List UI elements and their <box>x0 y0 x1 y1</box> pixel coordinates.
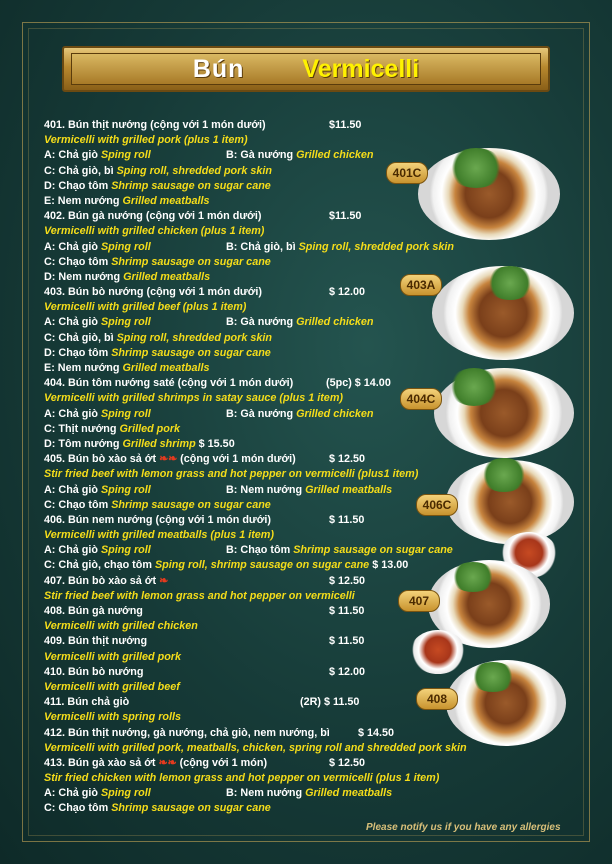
menu-item <box>44 376 544 391</box>
chili-icon: ❧ <box>159 574 169 587</box>
option-en: Grilled chicken <box>296 149 374 162</box>
item-name-en: Vermicelli with grilled pork, meatballs, chicken, spring roll and shredded pork skin <box>44 741 467 754</box>
menu-item <box>44 604 544 619</box>
option-vn: A: Chả giò <box>44 544 98 557</box>
option-vn: A: Chả giò <box>44 787 98 800</box>
option-vn: C: Chạo tôm <box>44 802 109 815</box>
option-vn: C: Chả giò, chạo tôm <box>44 559 152 572</box>
item-name-vn: 401. Bún thịt nướng (cộng với 1 món dưới) <box>44 119 266 131</box>
option-vn: A: Chả giò <box>44 407 98 420</box>
menu-item <box>44 695 544 710</box>
option-en: Shrimp sausage on sugar cane <box>111 498 271 511</box>
item-name-vn: 404. Bún tôm nướng saté (cộng với 1 món dưới) <box>44 377 294 390</box>
photo-tag-407: 407 <box>398 590 440 612</box>
option-en: Shrimp sausage on sugar cane <box>111 255 271 268</box>
item-name-en: Vermicelli with spring rolls <box>44 711 181 724</box>
option-price: $ 13.00 <box>372 559 409 572</box>
option-en: Sping roll, shredded pork skin <box>116 164 272 177</box>
option-vn: D: Nem nướng <box>44 270 121 283</box>
option-en: Sping roll <box>100 240 151 253</box>
option-en: Shrimp sausage on sugar cane <box>293 544 453 557</box>
option-vn: B: Gà nướng <box>226 316 294 329</box>
item-price: $ 12.00 <box>329 286 366 299</box>
option-vn: B: Gà nướng <box>226 149 294 162</box>
option-en: Grilled meatballs <box>305 483 393 496</box>
item-name-vn-suffix: (cộng với 1 món dưới) <box>180 453 296 466</box>
option-en: Grilled shrimp <box>122 437 196 450</box>
menu-item <box>44 209 544 224</box>
option-vn: E: Nem nướng <box>44 362 120 374</box>
allergy-note: Please notify us if you have any allergies <box>366 822 561 833</box>
item-price: $ 12.00 <box>329 665 366 678</box>
option-vn: C: Chạo tôm <box>44 255 109 268</box>
option-vn: C: Chạo tôm <box>44 498 109 511</box>
item-name-en: Vermicelli with grilled beef (plus 1 item) <box>44 301 247 314</box>
chili-icon: ❧❧ <box>158 756 177 769</box>
item-price: $ 12.50 <box>329 756 366 769</box>
item-price: $ 12.50 <box>329 453 366 466</box>
option-vn: D: Chạo tôm <box>44 346 109 359</box>
option-vn: B: Nem nướng <box>226 787 303 800</box>
item-price: $ 11.50 <box>329 635 365 648</box>
option-vn: A: Chả giò <box>44 483 98 496</box>
option-vn: A: Chả giò <box>44 240 98 253</box>
menu-item <box>44 574 544 589</box>
item-name-vn: 402. Bún gà nướng (cộng với 1 món dưới) <box>44 210 262 223</box>
item-price: $11.50 <box>329 119 362 131</box>
section-banner <box>62 46 550 92</box>
option-price: $ 15.50 <box>198 437 235 450</box>
photo-tag-406c: 406C <box>416 494 458 516</box>
menu-item <box>44 756 544 771</box>
option-en: Grilled chicken <box>296 316 374 329</box>
option-en: Grilled meatballs <box>123 270 211 283</box>
photo-tag-401c: 401C <box>386 162 428 184</box>
option-en: Sping roll, shredded pork skin <box>116 331 272 344</box>
item-name-en: Stir fried chicken with lemon grass and hot pepper on vermicelli (plus 1 item) <box>44 772 440 785</box>
item-price: $ 12.50 <box>329 574 366 587</box>
item-name-vn: 403. Bún bò nướng (cộng với 1 món dưới) <box>44 286 263 299</box>
item-price: (2R) $ 11.50 <box>300 696 360 709</box>
option-vn: A: Chả giò <box>44 316 98 329</box>
menu-item <box>44 285 544 300</box>
option-en: Sping roll <box>100 483 151 496</box>
option-en: Shrimp sausage on sugar cane <box>111 802 271 815</box>
option-en: Sping roll <box>100 149 151 162</box>
option-en: Sping roll <box>100 407 151 420</box>
option-en: Grilled pork <box>119 422 181 435</box>
option-vn: B: Gà nướng <box>226 407 294 420</box>
item-name-en: Vermicelli with grilled chicken (plus 1 item) <box>44 225 265 238</box>
section-title-vn: Bún <box>192 54 245 83</box>
item-price: $ 14.50 <box>358 726 395 739</box>
item-name-en: Vermicelli with grilled pork (plus 1 item) <box>44 134 248 147</box>
item-name-en: Vermicelli with grilled beef <box>44 680 180 693</box>
item-name-en: Vermicelli with grilled pork <box>44 650 181 663</box>
item-name-en: Vermicelli with grilled meatballs (plus 1 item) <box>44 529 274 542</box>
item-name-vn: 409. Bún thịt nướng <box>44 635 148 648</box>
option-vn: B: Nem nướng <box>226 483 303 496</box>
item-price: $ 11.50 <box>329 513 365 526</box>
menu-item <box>44 118 544 133</box>
option-en: Sping roll, shredded pork skin <box>298 240 454 253</box>
item-name-vn: 408. Bún gà nướng <box>44 605 143 617</box>
item-price: $ 11.50 <box>329 605 365 617</box>
item-name-vn: 413. Bún gà xào sả ớt <box>44 756 156 769</box>
item-name-en: Stir fried beef with lemon grass and hot pepper on vermicelli (plus1 item) <box>44 468 419 481</box>
item-name-en: Vermicelli with grilled shrimps in satay sauce (plus 1 item) <box>44 392 344 405</box>
option-vn: B: Chạo tôm <box>226 544 291 557</box>
item-name-vn: 411. Bún chả giò <box>44 696 130 709</box>
photo-tag-403a: 403A <box>400 274 442 296</box>
photo-tag-408: 408 <box>416 688 458 710</box>
item-price: (5pc) $ 14.00 <box>326 377 391 390</box>
option-vn: C: Chả giò, bì <box>44 164 114 177</box>
option-en: Sping roll <box>100 544 151 557</box>
option-vn: D: Tôm nướng <box>44 437 120 450</box>
item-name-vn: 406. Bún nem nướng (cộng với 1 món dưới) <box>44 513 272 526</box>
item-name-vn: 407. Bún bò xào sả ớt <box>44 574 157 587</box>
option-vn: A: Chả giò <box>44 149 98 162</box>
item-name-vn-suffix: (cộng với 1 món) <box>179 756 268 769</box>
chili-icon: ❧❧ <box>159 453 178 466</box>
menu-list <box>44 118 544 817</box>
option-en: Sping roll <box>100 787 151 800</box>
item-name-vn: 412. Bún thịt nướng, gà nướng, chả giò, nem nướng, bì <box>44 726 330 739</box>
option-en: Grilled meatballs <box>122 194 210 207</box>
option-en: Grilled meatballs <box>122 362 210 374</box>
menu-item <box>44 726 544 741</box>
item-name-en: Stir fried beef with lemon grass and hot pepper on vermicelli <box>44 589 355 602</box>
menu-item <box>44 452 544 467</box>
item-name-vn: 410. Bún bò nướng <box>44 665 144 678</box>
option-vn: B: Chả giò, bì <box>226 240 296 253</box>
option-en: Grilled chicken <box>296 407 374 420</box>
option-en: Shrimp sausage on sugar cane <box>111 346 271 359</box>
option-vn: C: Chả giò, bì <box>44 331 114 344</box>
menu-item <box>44 665 544 680</box>
item-name-en: Vermicelli with grilled chicken <box>44 620 198 633</box>
item-price: $11.50 <box>329 210 362 223</box>
option-en: Sping roll <box>100 316 151 329</box>
menu-item <box>44 513 544 528</box>
option-en: Shrimp sausage on sugar cane <box>111 179 271 192</box>
option-vn: D: Chạo tôm <box>44 179 109 192</box>
option-en: Sping roll, shrimp sausage on sugar cane <box>154 559 370 572</box>
option-vn: E: Nem nướng <box>44 194 120 207</box>
option-vn: C: Thịt nướng <box>44 422 117 435</box>
photo-tag-404c: 404C <box>400 388 442 410</box>
option-en: Grilled meatballs <box>305 787 393 800</box>
item-name-vn: 405. Bún bò xào sả ớt <box>44 453 157 466</box>
section-title-en: Vermicelli <box>302 54 420 83</box>
menu-item <box>44 634 544 649</box>
